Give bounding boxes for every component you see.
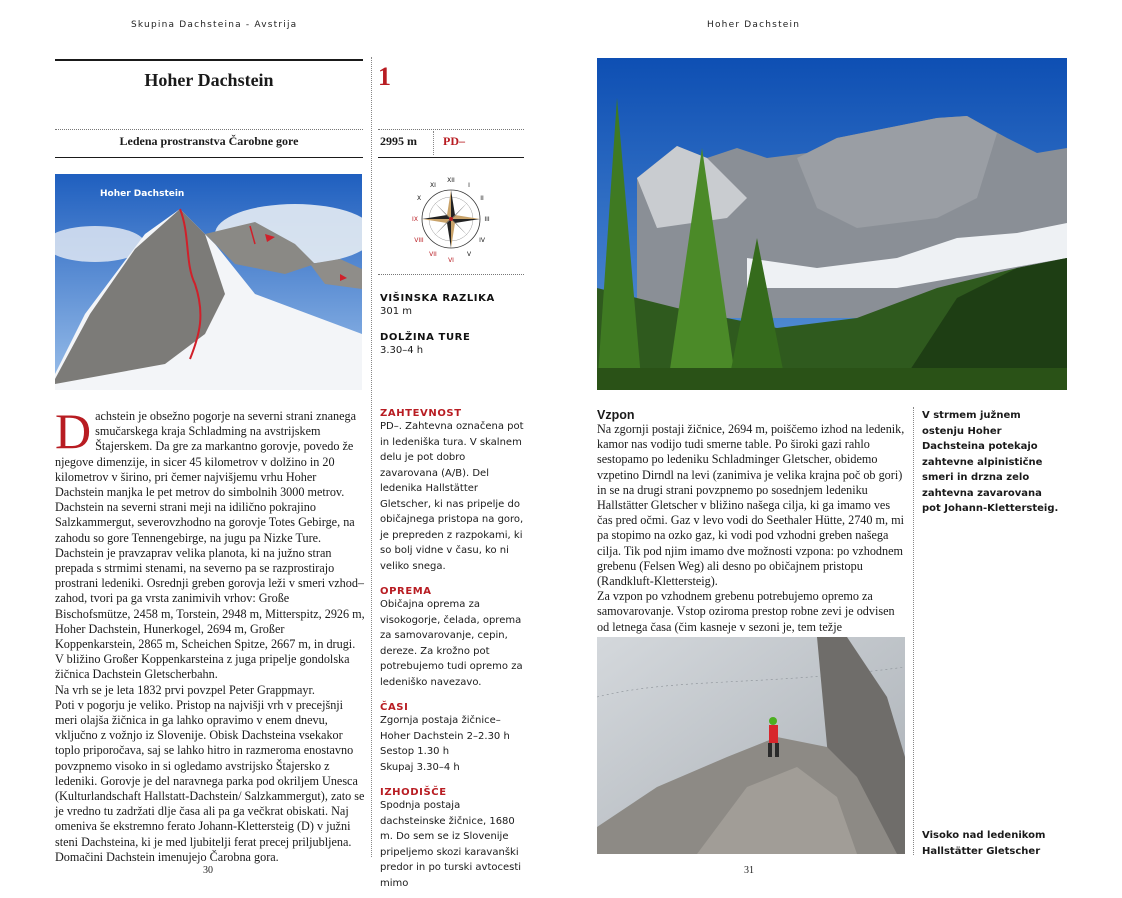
grade: PD–: [443, 134, 465, 148]
intro-text: [55, 403, 365, 865]
title-dotted-rule: [55, 129, 363, 130]
intro-paragraph: Na vrh se je leta 1832 prvi povzpel Peter Grappmayr.: [55, 682, 315, 697]
compass-label: I: [468, 182, 470, 189]
caption-divider: [913, 407, 914, 855]
times-head: ČASI: [380, 702, 409, 713]
gear-text: Običajna oprema za visokogorje, čelada, oprema za samovarovanje, cepin, dereze. Za krožno pot potrebujemo tudi opremo za ledeniško navezavo.: [380, 599, 523, 688]
altitude-divider: [433, 131, 434, 155]
compass-label: IV: [479, 237, 485, 244]
ascent-paragraph: Za vzpon po vzhodnem grebenu potrebujemo opremo za samovarovanje. Vstop oziroma prestop robne zevi je odvisen od letnega časa (čim kasneje v sezoni je, tem težje: [597, 589, 895, 634]
ascent-paragraph: Na zgornji postaji žičnice, 2694 m, poiščemo izhod na ledenik, kamor nas vodijo tudi smerne table. Po široki gazi rahlo sestopamo po ledeniku Schladminger Gletscher, obidemo vzpetino Dirndl na levi (zanimiva je velika krajna poč ob gori) in se na drugi strani povzpnemo po sosednjem ledeniku Hallstätter Gletscher v bližino našega cilja, ki ga imamo ves čas pred očmi. Gaz v levo vodi do Seethaler Hütte, 2740 m, mi pa stopimo na ozko gaz, ki vodi pod vzhodni greben našega cilja. Tik pod njim imamo dve možnosti vzpona: po vzhodnem grebenu (Felsen Weg) ali desno po običajnem pristopu (Randkluft-Klettersteig).: [597, 422, 905, 589]
compass-label: XI: [430, 182, 436, 189]
route-photo: [55, 174, 362, 390]
difficulty-text: PD–. Zahtevna označena pot in ledeniška tura. V skalnem delu je pot dobro zavarovana (A/B). Del ledenika Hallstätter Gletscher, ki nas pripelje do običajnega pristopa na goro, je prepreden z razpokami, ki so bolj vidne v času, ko ni veliko snega.: [380, 421, 524, 572]
caption-bottom: Visoko nad ledenikom Hallstätter Gletscher: [922, 830, 1046, 857]
gear-head: OPREMA: [380, 586, 432, 597]
time-line: Hoher Dachstein 2–2.30 h: [380, 730, 510, 742]
title-top-rule: [55, 59, 363, 61]
elevation-head: VIŠINSKA RAZLIKA: [380, 293, 495, 304]
intro-paragraph: Poti v pogorju je veliko. Pristop na najvišji vrh v precejšnji meri olajša žičnica in ga lahko opravimo v enem dnevu, vključno z vožnjo iz Slovenije. Obisk Dachsteina vsekakor toplo priporočava, saj se lahko hitro in razmeroma enostavno povzpnemo visoko in si ogledamo avstrijsko Štajersko z ledeniki. Gorovje je del naravnega parka pod okriljem Unesca (Kulturlandschaft Hallstatt-Dachstein/ Salzkammergut), zato se je vredno tu zadržati dlje časa ali pa ga večkrat obiskati. Naj omeniva še ekstremno ferato Johann-Klettersteig (D) v južni steni Dachsteina, ki je med ljubitelji ferat precej priljubljena. Domačini Dachstein imenujejo Čarobna gora.: [55, 697, 365, 864]
ascent-heading: Vzpon: [597, 408, 635, 422]
start-text: Spodnja postaja dachsteinske žičnice, 1680 m. Do sem se iz Slovenije pripeljemo skozi karavanški predor in po turski avtocesti mimo: [380, 800, 522, 889]
compass-label: XII: [447, 177, 455, 184]
intro-paragraph: achstein je obsežno pogorje na severni strani znanega smučarskega kraja Schladming na avstrijskem Štajerskem. Da gre za markantno gorovje, povedo že njegove dimenzije, in sicer 45 kilometrov v dolžino in 20 kilometrov v širino, pri čemer najvišjemu vrhu Hoher Dachstein manjka le pet metrov do simbolnih 3000 metrov. Dachstein na severni strani meji na idilično pokrajino Salzkammergut, severovzhodno na gorovje Totes Gebirge, na zahodu so gore Tennengebirge, na jugu pa Nizke Ture. Dachstein je pravzaprav velika planota, ki na južno stran prepada s strmimi stenami, na severno pa se razprostirajo prostrani ledeniki. Osrednji greben gorovja leži v smeri vzhod–zahod, tvori pa ga vrsta zanimivih vrhov: Große Bischofsmütze, 2458 m, Torstein, 2948 m, Mitterspitz, 2926 m, Hoher Dachstein, Hunerkogel, 2694 m, Großer Koppenkarstein, 2865 m, Scheichen Spitze, 2667 m, in drugi. V bližino Großer Koppenkarsteina z juga pripelje gondolska žičnica Dachstein Gletscherbahn.: [55, 409, 365, 682]
ascent-text: [597, 422, 907, 635]
compass-label: V: [466, 251, 472, 258]
route-details: [380, 408, 526, 891]
length-head: DOLŽINA TURE: [380, 331, 471, 343]
subtitle-bottom-rule: [55, 157, 363, 158]
compass-label: VI: [448, 257, 454, 264]
compass-label: VIII: [414, 237, 424, 244]
compass-label: VII: [429, 251, 437, 258]
route-facts: [380, 293, 526, 358]
length-value: 3.30–4 h: [380, 344, 424, 356]
compass-label: IX: [412, 216, 418, 223]
time-line: Sestop 1.30 h: [380, 746, 450, 757]
compass-dotted-rule: [378, 274, 524, 275]
time-line: Skupaj 3.30–4 h: [380, 761, 460, 773]
compass-label: III: [484, 216, 490, 223]
start-head: IZHODIŠČE: [380, 787, 447, 798]
elevation-value: 301 m: [380, 306, 413, 317]
compass-rose-icon: [405, 172, 497, 267]
photo-label: Hoher Dachstein: [100, 189, 185, 199]
altitude: 2995 m: [380, 134, 417, 148]
compass-label: X: [416, 195, 422, 202]
page-number-left: 30: [203, 865, 213, 876]
route-number: 1: [378, 62, 391, 91]
page-subtitle: Ledena prostranstva Čarobne gore: [119, 134, 299, 148]
altitude-bottom-rule: [378, 157, 524, 158]
caption-top: V strmem južnem ostenju Hoher Dachsteina potekajo zahtevne alpinistične smeri in drzna zelo zahtevna zavarovana pot Johann-Klettersteig.: [922, 410, 1059, 514]
ascent-section: [597, 408, 907, 635]
running-head-left: Skupina Dachsteina - Avstrija: [131, 20, 298, 30]
mountain-photo: [597, 58, 1067, 390]
drop-cap: D: [55, 403, 92, 459]
page-number-right: 31: [744, 865, 754, 876]
climber-photo: [597, 637, 905, 854]
running-head-right: Hoher Dachstein: [707, 20, 801, 30]
page-title: Hoher Dachstein: [144, 70, 274, 90]
route-dotted-rule: [378, 129, 524, 130]
column-divider: [371, 57, 372, 857]
difficulty-head: ZAHTEVNOST: [380, 408, 462, 419]
compass-label: II: [480, 195, 484, 202]
time-line: Zgornja postaja žičnice–: [380, 715, 501, 726]
